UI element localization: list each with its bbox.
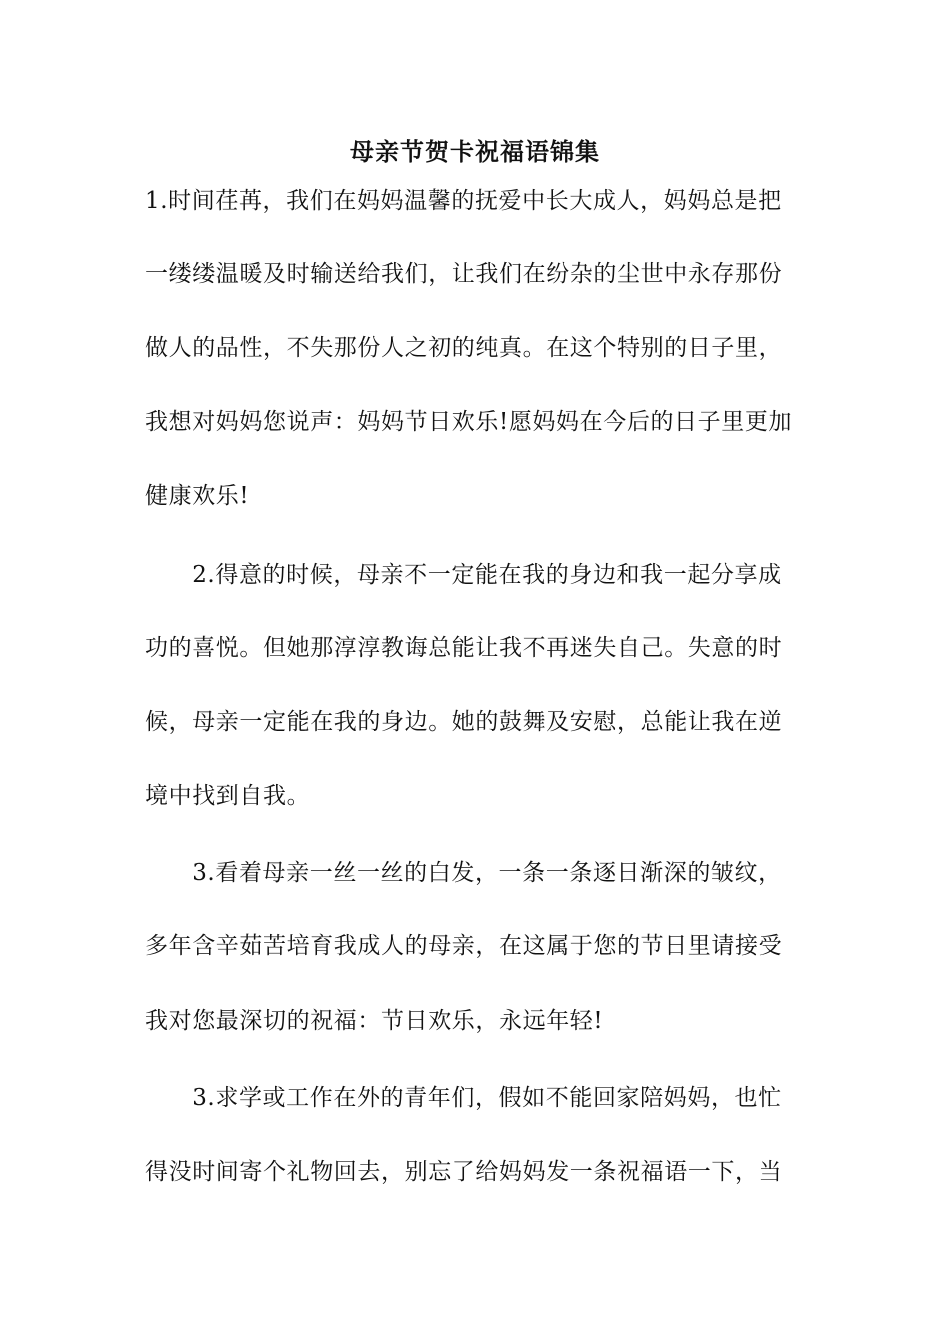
body-line-4: 我想对妈妈您说声：妈妈节日欢乐!愿妈妈在今后的日子里更加 <box>145 409 793 435</box>
body-line-10: 3.看着母亲一丝一丝的白发，一条一条逐日渐深的皱纹， <box>145 860 782 886</box>
body-line-9: 境中找到自我。 <box>145 783 311 809</box>
body-line-2: 一缕缕温暖及时输送给我们，让我们在纷杂的尘世中永存那份 <box>145 261 783 287</box>
body-line-11: 多年含辛茹苦培育我成人的母亲，在这属于您的节日里请接受 <box>145 933 783 959</box>
document-title: 母亲节贺卡祝福语锦集 <box>350 137 600 166</box>
body-line-1: 1.时间荏苒，我们在妈妈温馨的抚爱中长大成人，妈妈总是把 <box>145 188 782 214</box>
body-line-6: 2.得意的时候，母亲不一定能在我的身边和我一起分享成 <box>145 562 782 588</box>
body-line-12: 我对您最深切的祝福：节日欢乐，永远年轻! <box>145 1008 604 1034</box>
body-line-3: 做人的品性，不失那份人之初的纯真。在这个特别的日子里， <box>145 335 783 361</box>
body-line-5: 健康欢乐! <box>145 483 250 509</box>
body-line-8: 候，母亲一定能在我的身边。她的鼓舞及安慰，总能让我在逆 <box>145 709 783 735</box>
body-line-13: 3.求学或工作在外的青年们，假如不能回家陪妈妈，也忙 <box>145 1085 782 1111</box>
body-line-14: 得没时间寄个礼物回去，别忘了给妈妈发一条祝福语一下，当 <box>145 1159 783 1185</box>
body-line-7: 功的喜悦。但她那淳淳教诲总能让我不再迷失自己。失意的时 <box>145 635 783 661</box>
